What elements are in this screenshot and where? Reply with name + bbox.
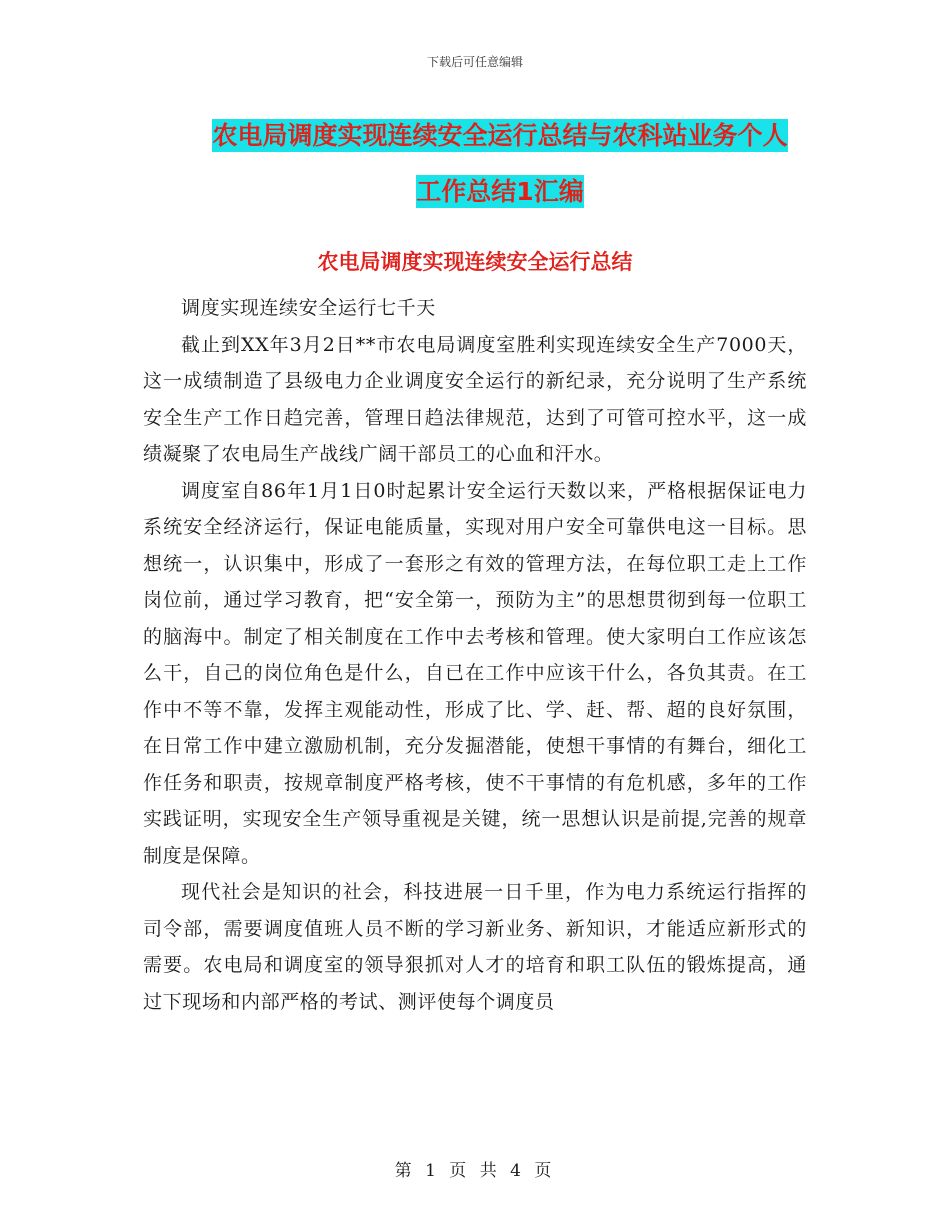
page-footer: 第 1 页 共 4 页 bbox=[394, 1161, 556, 1181]
body-text bbox=[143, 290, 807, 1020]
title-line-1: 农电局调度实现连续安全运行总结与农科站业务个人 bbox=[212, 121, 788, 150]
document-title bbox=[140, 108, 860, 220]
paragraph-subtitle: 调度实现连续安全运行七千天 bbox=[181, 297, 436, 319]
title-line-2: 工作总结1汇编 bbox=[416, 177, 584, 206]
paragraph: 现代社会是知识的社会，科技进展一日千里，作为电力系统运行指挥的司令部，需要调度值班人员不断的学习新业务、新知识，才能适应新形式的需要。农电局和调度室的领导狠抓对人才的培育和职工队伍的锻炼提高，通过下现场和内部严格的考试、测评使每个调度员 bbox=[143, 881, 807, 1013]
paragraph: 截止到XX年3月2日**市农电局调度室胜利实现连续安全生产7000天，这一成绩制造了县级电力企业调度安全运行的新纪录，充分说明了生产系统安全生产工作日趋完善，管理日趋法律规范，达到了可管可控水平，这一成绩凝聚了农电局生产战线广阔干部员工的心血和汗水。 bbox=[143, 333, 807, 465]
section-title: 农电局调度实现连续安全运行总结 bbox=[317, 250, 633, 274]
paragraph: 调度室自86年1月1日0时起累计安全运行天数以来，严格根据保证电力系统安全经济运行，保证电能质量，实现对用户安全可靠供电这一目标。思想统一，认识集中，形成了一套形之有效的管理方法，在每位职工走上工作岗位前，通过学习教育，把“安全第一，预防为主”的思想贯彻到每一位职工的脑海中。制定了相关制度在工作中去考核和管理。使大家明白工作应该怎么干，自己的岗位角色是什么，自已在工作中应该干什么，各负其责。在工作中不等不靠，发挥主观能动性，形成了比、学、赶、帮、超的良好氛围，在日常工作中建立激励机制，充分发掘潜能，使想干事情的有舞台，细化工作任务和职责，按规章制度严格考核，使不干事情的有危机感，多年的工作实践证明，实现安全生产领导重视是关键，统一思想认识是前提,完善的规章制度是保障。 bbox=[143, 479, 807, 867]
header-note: 下载后可任意编辑 bbox=[426, 55, 523, 69]
